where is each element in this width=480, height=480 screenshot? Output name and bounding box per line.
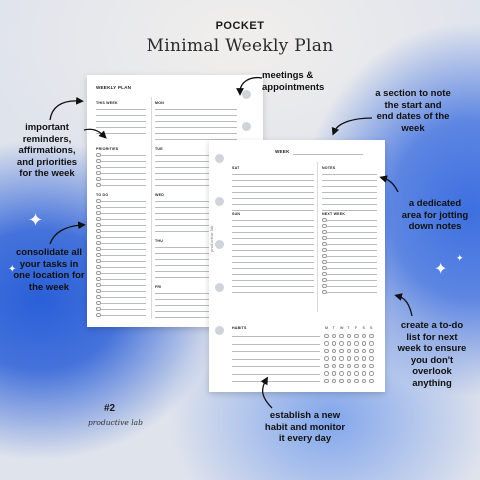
annotation-meetings: meetings & appointments (262, 70, 325, 93)
habit-day-label: W (340, 326, 344, 330)
arrow-todo-next (398, 296, 412, 316)
day-label-thu: THU (155, 239, 163, 243)
section-label-priorities: PRIORITIES (96, 147, 119, 151)
day-label-fri: FRI (155, 285, 162, 289)
arrow-reminders-1 (50, 101, 80, 120)
sparkle-icon: ✦ (28, 210, 44, 230)
arrow-habit (263, 380, 272, 408)
habit-day-label: T (332, 326, 335, 330)
section-label-next-week: NEXT WEEK (322, 212, 346, 216)
section-label-habits: HABITS (232, 326, 247, 330)
left-page-title: WEEKLY PLAN (96, 85, 132, 90)
section-label-this_week: THIS WEEK (96, 101, 118, 105)
arrow-reminders-2 (84, 129, 104, 136)
arrow-meetings (240, 78, 262, 92)
arrow-section-dates (334, 118, 372, 132)
header-pocket-label: POCKET (215, 20, 265, 32)
sparkle-icon: ✦ (434, 261, 448, 278)
habit-day-label: S (362, 326, 366, 330)
habit-day-label: S (370, 326, 373, 330)
day-label-tue: TUE (155, 147, 163, 151)
arrow-consolidate (50, 225, 82, 244)
section-label-notes: NOTES (322, 166, 336, 170)
spine-brand: productive lab (210, 225, 214, 252)
footer-brand: productive lab (88, 418, 143, 427)
header-title: Minimal Weekly Plan (146, 36, 334, 56)
week-label: WEEK (275, 149, 290, 154)
day-label-sun: SUN (232, 212, 241, 216)
annotation-consolidate: consolidate all your tasks in one location for the week (13, 247, 85, 293)
habit-day-label: F (355, 326, 358, 330)
habit-day-label: M (325, 326, 329, 330)
sparkle-icon: ✦ (456, 253, 464, 263)
day-label-wed: WED (155, 193, 164, 197)
annotation-habit: establish a new habit and monitor it every day (264, 410, 346, 444)
annotation-reminders: important reminders, affirmations, and priorities for the week (16, 122, 78, 179)
footer-number: #2 (104, 403, 116, 414)
day-label-sat: SAT (232, 166, 240, 170)
habit-day-label: T (347, 326, 350, 330)
section-label-to_do: TO DO (96, 193, 109, 197)
annotation-section-dates: a section to note the start and end dates of the week (375, 88, 451, 134)
day-label-mon: MON (155, 101, 164, 105)
annotation-notes-area: a dedicated area for jotting down notes (401, 198, 469, 232)
sparkle-icon: ✦ (8, 264, 17, 275)
annotation-todo-next: create a to-do list for next week to ensure you don't overlook anything (397, 320, 467, 389)
arrow-notes (383, 178, 398, 192)
